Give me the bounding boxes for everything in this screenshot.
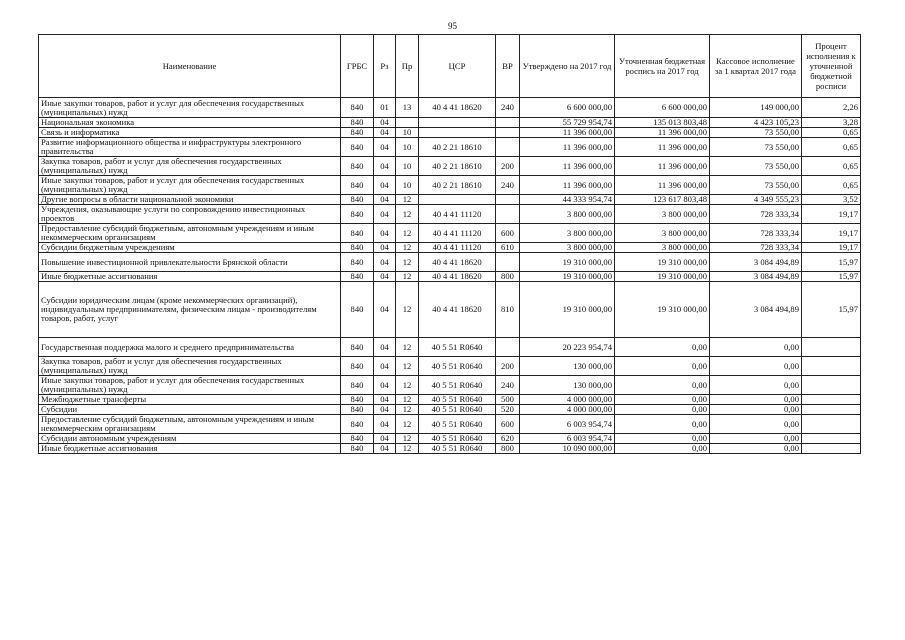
cell-grbs: 840 (341, 157, 374, 176)
cell-vr (496, 195, 520, 205)
cell-csr: 40 4 41 11120 (419, 243, 496, 253)
cell-cash: 3 084 494,89 (710, 282, 802, 338)
cell-grbs: 840 (341, 357, 374, 376)
cell-approved: 19 310 000,00 (520, 282, 615, 338)
cell-grbs: 840 (341, 434, 374, 444)
cell-pr: 10 (396, 128, 419, 138)
cell-rz: 04 (374, 395, 396, 405)
cell-percent: 15,97 (802, 272, 861, 282)
cell-approved: 3 800 000,00 (520, 224, 615, 243)
cell-percent: 19,17 (802, 224, 861, 243)
cell-cash: 73 550,00 (710, 128, 802, 138)
cell-vr: 810 (496, 282, 520, 338)
cell-pr: 12 (396, 376, 419, 395)
table-row (39, 415, 861, 434)
cell-csr: 40 4 41 18620 (419, 98, 496, 118)
cell-percent: 15,97 (802, 282, 861, 338)
column-header-refined: Уточненная бюджетная роспись на 2017 год (615, 35, 710, 98)
cell-vr: 240 (496, 98, 520, 118)
cell-name: Иные бюджетные ассигнования (39, 272, 341, 282)
table-row (39, 195, 861, 205)
cell-vr: 600 (496, 415, 520, 434)
cell-name: Иные бюджетные ассигнования (39, 444, 341, 454)
table-row (39, 98, 861, 118)
cell-csr: 40 5 51 R0640 (419, 357, 496, 376)
cell-rz: 04 (374, 128, 396, 138)
cell-pr: 13 (396, 98, 419, 118)
cell-pr: 12 (396, 444, 419, 454)
column-header-pr: Пр (396, 35, 419, 98)
cell-vr (496, 128, 520, 138)
cell-approved: 3 800 000,00 (520, 243, 615, 253)
cell-csr: 40 4 41 18620 (419, 282, 496, 338)
cell-approved: 6 003 954,74 (520, 415, 615, 434)
cell-csr: 40 4 41 11120 (419, 224, 496, 243)
cell-approved: 4 000 000,00 (520, 395, 615, 405)
cell-name: Повышение инвестиционной привлекательности Брянской области (39, 253, 341, 272)
column-header-grbs: ГРБС (341, 35, 374, 98)
cell-csr: 40 2 21 18610 (419, 138, 496, 157)
cell-approved: 6 003 954,74 (520, 434, 615, 444)
cell-pr: 10 (396, 138, 419, 157)
cell-pr: 12 (396, 243, 419, 253)
cell-refined: 3 800 000,00 (615, 224, 710, 243)
cell-csr: 40 5 51 R0640 (419, 338, 496, 357)
cell-cash: 728 333,34 (710, 243, 802, 253)
cell-pr: 12 (396, 272, 419, 282)
cell-name: Иные закупки товаров, работ и услуг для обеспечения государственных (муниципальных) нужд (39, 376, 341, 395)
cell-name: Предоставление субсидий бюджетным, автономным учреждениям и иным некоммерческим организациям (39, 415, 341, 434)
cell-approved: 11 396 000,00 (520, 128, 615, 138)
cell-rz: 04 (374, 224, 396, 243)
cell-refined: 11 396 000,00 (615, 128, 710, 138)
cell-rz: 04 (374, 272, 396, 282)
cell-grbs: 840 (341, 128, 374, 138)
cell-approved: 6 600 000,00 (520, 98, 615, 118)
cell-rz: 04 (374, 444, 396, 454)
cell-csr: 40 2 21 18610 (419, 157, 496, 176)
cell-grbs: 840 (341, 444, 374, 454)
cell-percent (802, 376, 861, 395)
cell-cash: 73 550,00 (710, 138, 802, 157)
cell-percent: 0,65 (802, 176, 861, 195)
cell-csr: 40 4 41 18620 (419, 272, 496, 282)
cell-rz: 04 (374, 195, 396, 205)
cell-grbs: 840 (341, 205, 374, 224)
page-number: 95 (448, 21, 457, 31)
cell-cash: 0,00 (710, 434, 802, 444)
cell-vr (496, 138, 520, 157)
cell-percent (802, 338, 861, 357)
cell-vr: 520 (496, 405, 520, 415)
cell-pr: 12 (396, 253, 419, 272)
table-row (39, 224, 861, 243)
cell-refined: 19 310 000,00 (615, 282, 710, 338)
cell-rz: 04 (374, 415, 396, 434)
cell-name: Закупка товаров, работ и услуг для обеспечения государственных (муниципальных) нужд (39, 357, 341, 376)
cell-grbs: 840 (341, 376, 374, 395)
cell-grbs: 840 (341, 195, 374, 205)
cell-refined: 11 396 000,00 (615, 138, 710, 157)
cell-pr: 12 (396, 357, 419, 376)
cell-vr: 800 (496, 444, 520, 454)
cell-name: Закупка товаров, работ и услуг для обеспечения государственных (муниципальных) нужд (39, 157, 341, 176)
cell-grbs: 840 (341, 98, 374, 118)
cell-percent: 19,17 (802, 205, 861, 224)
cell-refined: 11 396 000,00 (615, 157, 710, 176)
cell-csr: 40 4 41 11120 (419, 205, 496, 224)
cell-name: Субсидии (39, 405, 341, 415)
cell-percent (802, 434, 861, 444)
column-header-percent: Процент исполнения к уточненной бюджетной росписи (802, 35, 861, 98)
cell-rz: 04 (374, 253, 396, 272)
cell-percent (802, 357, 861, 376)
cell-name: Связь и информатика (39, 128, 341, 138)
cell-cash: 0,00 (710, 357, 802, 376)
cell-cash: 0,00 (710, 405, 802, 415)
cell-grbs: 840 (341, 395, 374, 405)
cell-approved: 3 800 000,00 (520, 205, 615, 224)
cell-pr: 12 (396, 224, 419, 243)
cell-pr: 12 (396, 205, 419, 224)
cell-grbs: 840 (341, 282, 374, 338)
cell-cash: 0,00 (710, 395, 802, 405)
cell-refined: 19 310 000,00 (615, 253, 710, 272)
cell-approved: 20 223 954,74 (520, 338, 615, 357)
cell-refined: 0,00 (615, 444, 710, 454)
cell-rz: 04 (374, 176, 396, 195)
cell-approved: 19 310 000,00 (520, 253, 615, 272)
cell-refined: 135 013 803,48 (615, 118, 710, 128)
table-row (39, 376, 861, 395)
cell-percent: 2,26 (802, 98, 861, 118)
cell-csr: 40 4 41 18620 (419, 253, 496, 272)
table-row (39, 253, 861, 272)
cell-rz: 04 (374, 243, 396, 253)
cell-grbs: 840 (341, 118, 374, 128)
cell-pr (396, 118, 419, 128)
cell-csr: 40 5 51 R0640 (419, 376, 496, 395)
cell-rz: 04 (374, 405, 396, 415)
cell-grbs: 840 (341, 176, 374, 195)
cell-vr: 240 (496, 376, 520, 395)
cell-name: Субсидии юридическим лицам (кроме некоммерческих организаций), индивидуальным предпринимателям, физическим лицам - производителям товаров, работ, услуг (39, 282, 341, 338)
cell-name: Национальная экономика (39, 118, 341, 128)
cell-pr: 10 (396, 157, 419, 176)
cell-refined: 0,00 (615, 405, 710, 415)
cell-cash: 728 333,34 (710, 205, 802, 224)
cell-refined: 0,00 (615, 395, 710, 405)
cell-refined: 123 617 803,48 (615, 195, 710, 205)
cell-percent: 15,97 (802, 253, 861, 272)
cell-rz: 04 (374, 118, 396, 128)
cell-name: Учреждения, оказывающие услуги по сопровождению инвестиционных проектов (39, 205, 341, 224)
cell-name: Развитие информационного общества и инфраструктуры электронного правительства (39, 138, 341, 157)
table-row (39, 444, 861, 454)
column-header-approved: Утверждено на 2017 год (520, 35, 615, 98)
table-row (39, 138, 861, 157)
cell-percent (802, 415, 861, 434)
cell-pr: 12 (396, 415, 419, 434)
cell-csr (419, 128, 496, 138)
cell-refined: 0,00 (615, 434, 710, 444)
cell-refined: 11 396 000,00 (615, 176, 710, 195)
table-row (39, 272, 861, 282)
cell-approved: 11 396 000,00 (520, 138, 615, 157)
cell-percent (802, 444, 861, 454)
cell-vr: 500 (496, 395, 520, 405)
cell-grbs: 840 (341, 338, 374, 357)
cell-vr: 200 (496, 157, 520, 176)
cell-percent (802, 405, 861, 415)
table-row (39, 338, 861, 357)
cell-cash: 0,00 (710, 376, 802, 395)
cell-name: Другие вопросы в области национальной экономики (39, 195, 341, 205)
cell-name: Государственная поддержка малого и среднего предпринимательства (39, 338, 341, 357)
table-row (39, 205, 861, 224)
cell-refined: 0,00 (615, 415, 710, 434)
table-body (39, 98, 861, 454)
column-header-vr: ВР (496, 35, 520, 98)
cell-percent: 0,65 (802, 128, 861, 138)
table-row (39, 157, 861, 176)
cell-refined: 19 310 000,00 (615, 272, 710, 282)
cell-csr (419, 118, 496, 128)
cell-pr: 12 (396, 434, 419, 444)
cell-cash: 73 550,00 (710, 157, 802, 176)
cell-rz: 04 (374, 376, 396, 395)
cell-cash: 0,00 (710, 444, 802, 454)
table-row (39, 118, 861, 128)
cell-grbs: 840 (341, 253, 374, 272)
cell-refined: 3 800 000,00 (615, 205, 710, 224)
cell-approved: 55 729 954,74 (520, 118, 615, 128)
cell-vr (496, 118, 520, 128)
cell-pr: 12 (396, 395, 419, 405)
table-row (39, 395, 861, 405)
cell-refined: 6 600 000,00 (615, 98, 710, 118)
cell-approved: 11 396 000,00 (520, 176, 615, 195)
budget-execution-table (38, 34, 861, 454)
table-row (39, 243, 861, 253)
cell-rz: 04 (374, 338, 396, 357)
cell-refined: 3 800 000,00 (615, 243, 710, 253)
cell-grbs: 840 (341, 415, 374, 434)
table-row (39, 282, 861, 338)
table-row (39, 357, 861, 376)
cell-vr: 610 (496, 243, 520, 253)
column-header-name: Наименование (39, 35, 341, 98)
cell-percent (802, 395, 861, 405)
cell-approved: 19 310 000,00 (520, 272, 615, 282)
cell-refined: 0,00 (615, 338, 710, 357)
cell-cash: 4 423 105,23 (710, 118, 802, 128)
cell-csr: 40 5 51 R0640 (419, 444, 496, 454)
cell-csr: 40 5 51 R0640 (419, 415, 496, 434)
cell-csr: 40 5 51 R0640 (419, 434, 496, 444)
cell-pr: 10 (396, 176, 419, 195)
cell-cash: 3 084 494,89 (710, 253, 802, 272)
table-header-row (39, 35, 861, 98)
cell-grbs: 840 (341, 138, 374, 157)
cell-pr: 12 (396, 195, 419, 205)
column-header-rz: Рз (374, 35, 396, 98)
cell-cash: 73 550,00 (710, 176, 802, 195)
cell-vr (496, 205, 520, 224)
cell-pr: 12 (396, 282, 419, 338)
cell-rz: 04 (374, 434, 396, 444)
cell-name: Межбюджетные трансферты (39, 395, 341, 405)
cell-name: Субсидии бюджетным учреждениям (39, 243, 341, 253)
cell-approved: 44 333 954,74 (520, 195, 615, 205)
cell-csr (419, 195, 496, 205)
cell-approved: 10 090 000,00 (520, 444, 615, 454)
cell-percent: 3,52 (802, 195, 861, 205)
cell-csr: 40 5 51 R0640 (419, 395, 496, 405)
cell-cash: 728 333,34 (710, 224, 802, 243)
cell-vr: 200 (496, 357, 520, 376)
cell-approved: 11 396 000,00 (520, 157, 615, 176)
cell-refined: 0,00 (615, 376, 710, 395)
cell-grbs: 840 (341, 405, 374, 415)
cell-percent: 0,65 (802, 157, 861, 176)
cell-csr: 40 5 51 R0640 (419, 405, 496, 415)
cell-grbs: 840 (341, 272, 374, 282)
cell-vr: 240 (496, 176, 520, 195)
cell-vr: 600 (496, 224, 520, 243)
cell-percent: 3,28 (802, 118, 861, 128)
cell-approved: 130 000,00 (520, 376, 615, 395)
cell-rz: 04 (374, 205, 396, 224)
cell-pr: 12 (396, 405, 419, 415)
cell-grbs: 840 (341, 224, 374, 243)
cell-name: Иные закупки товаров, работ и услуг для обеспечения государственных (муниципальных) нужд (39, 98, 341, 118)
cell-name: Иные закупки товаров, работ и услуг для обеспечения государственных (муниципальных) нужд (39, 176, 341, 195)
cell-approved: 130 000,00 (520, 357, 615, 376)
cell-refined: 0,00 (615, 357, 710, 376)
cell-approved: 4 000 000,00 (520, 405, 615, 415)
cell-name: Субсидии автономным учреждениям (39, 434, 341, 444)
cell-percent: 0,65 (802, 138, 861, 157)
cell-csr: 40 2 21 18610 (419, 176, 496, 195)
cell-rz: 04 (374, 157, 396, 176)
column-header-cash: Кассовое исполнение за 1 квартал 2017 года (710, 35, 802, 98)
table-row (39, 128, 861, 138)
cell-pr: 12 (396, 338, 419, 357)
cell-percent: 19,17 (802, 243, 861, 253)
cell-vr: 620 (496, 434, 520, 444)
cell-cash: 149 000,00 (710, 98, 802, 118)
cell-grbs: 840 (341, 243, 374, 253)
cell-cash: 0,00 (710, 415, 802, 434)
cell-cash: 0,00 (710, 338, 802, 357)
cell-vr (496, 253, 520, 272)
cell-rz: 01 (374, 98, 396, 118)
cell-rz: 04 (374, 357, 396, 376)
cell-rz: 04 (374, 282, 396, 338)
cell-name: Предоставление субсидий бюджетным, автономным учреждениям и иным некоммерческим организациям (39, 224, 341, 243)
table-row (39, 405, 861, 415)
cell-rz: 04 (374, 138, 396, 157)
table-row (39, 434, 861, 444)
column-header-csr: ЦСР (419, 35, 496, 98)
cell-vr: 800 (496, 272, 520, 282)
cell-vr (496, 338, 520, 357)
cell-cash: 3 084 494,89 (710, 272, 802, 282)
table-row (39, 176, 861, 195)
cell-cash: 4 349 555,23 (710, 195, 802, 205)
